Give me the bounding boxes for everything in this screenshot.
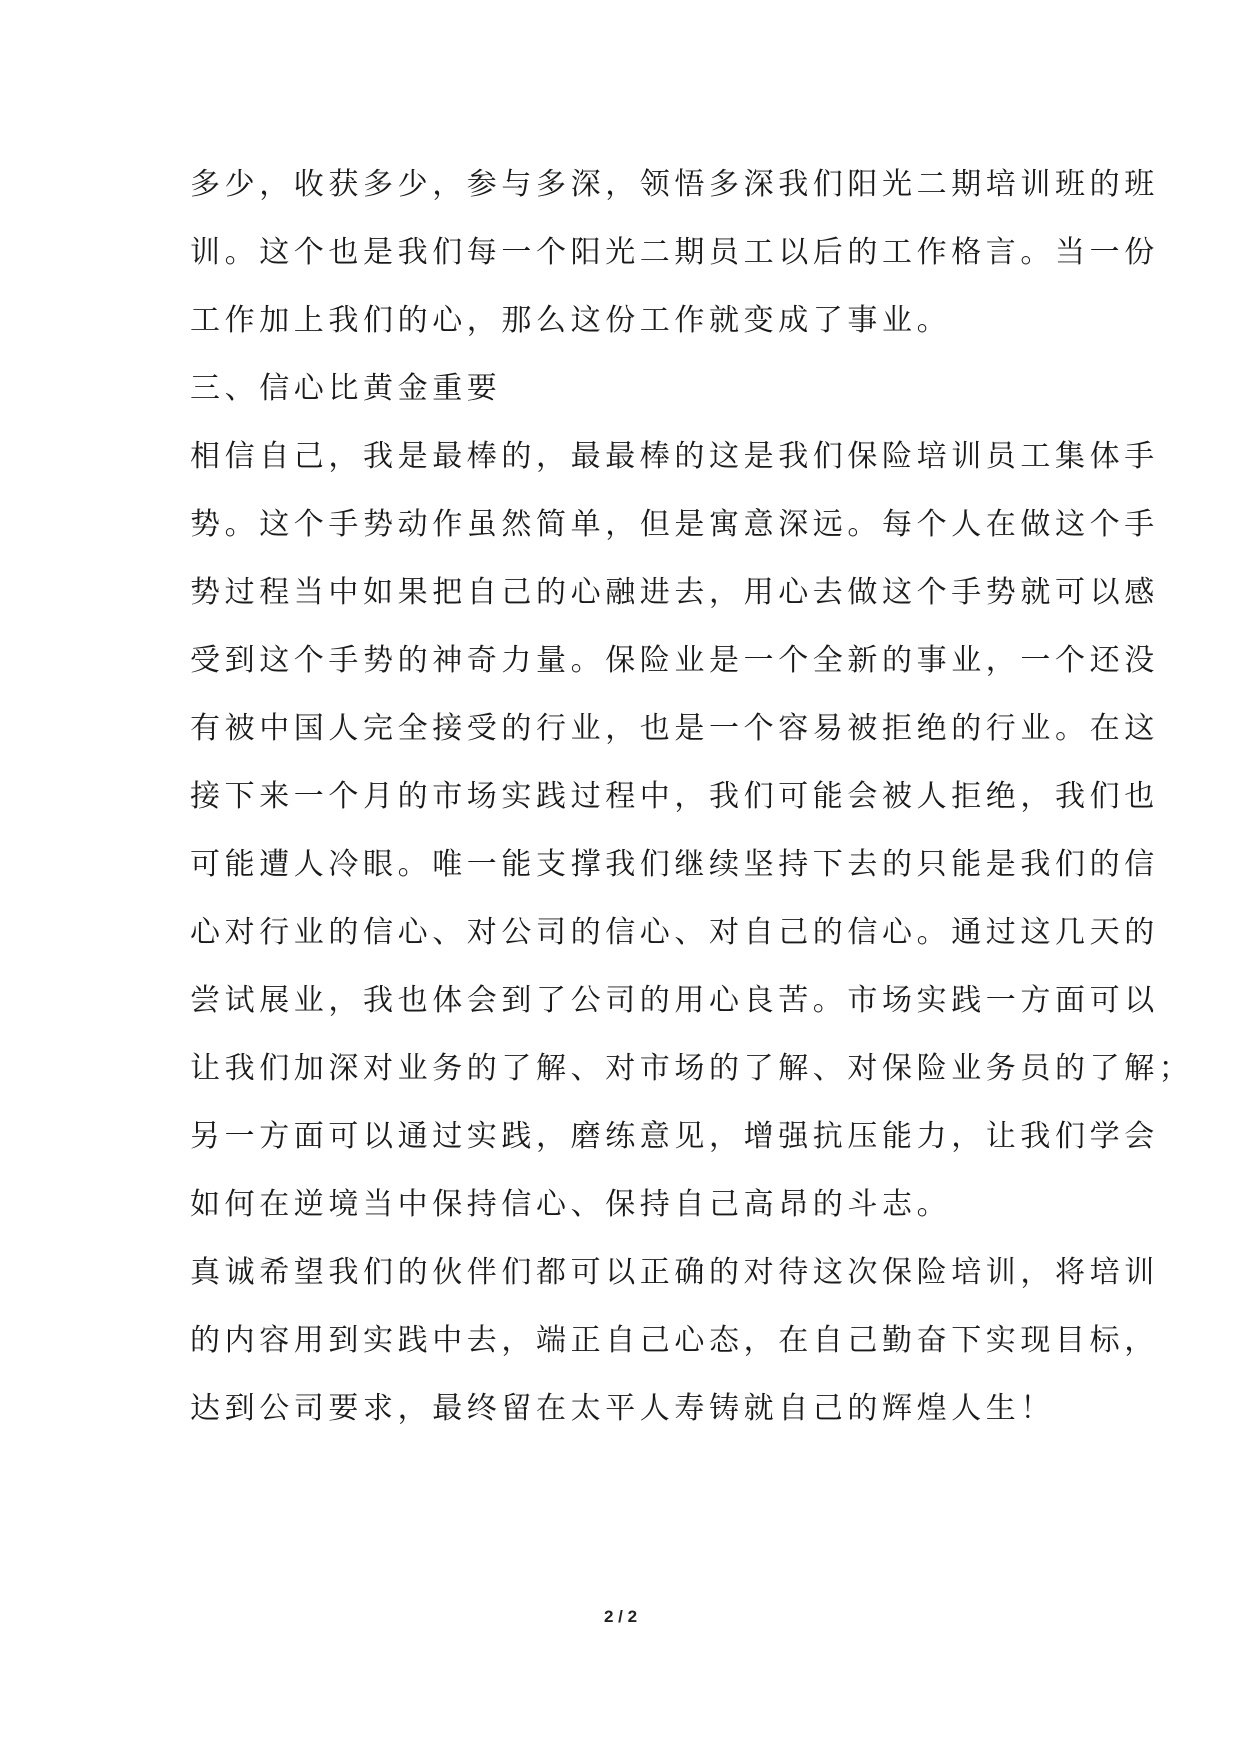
text-line: 尝试展业，我也体会到了公司的用心良苦。市场实践一方面可以 [190, 983, 1159, 1018]
text-line: 的内容用到实践中去，端正自己心态，在自己勤奋下实现目标， [190, 1323, 1159, 1358]
text-line: 真诚希望我们的伙伴们都可以正确的对待这次保险培训，将培训 [190, 1255, 1159, 1290]
text-line: 让我们加深对业务的了解、对市场的了解、对保险业务员的了解； [190, 1051, 1194, 1086]
text-line: 训。这个也是我们每一个阳光二期员工以后的工作格言。当一份 [190, 235, 1159, 270]
text-line: 有被中国人完全接受的行业，也是一个容易被拒绝的行业。在这 [190, 711, 1159, 746]
text-line: 多少，收获多少，参与多深，领悟多深我们阳光二期培训班的班 [190, 167, 1159, 202]
text-line: 如何在逆境当中保持信心、保持自己高昂的斗志。 [190, 1187, 952, 1222]
text-line: 势。这个手势动作虽然简单，但是寓意深远。每个人在做这个手 [190, 507, 1159, 542]
text-line: 势过程当中如果把自己的心融进去，用心去做这个手势就可以感 [190, 575, 1159, 610]
text-line: 工作加上我们的心，那么这份工作就变成了事业。 [190, 303, 952, 338]
section-heading: 三、信心比黄金重要 [190, 371, 502, 406]
page-number: 2 / 2 [603, 1607, 638, 1626]
text-line: 接下来一个月的市场实践过程中，我们可能会被人拒绝，我们也 [190, 779, 1159, 814]
text-line: 相信自己，我是最棒的，最最棒的这是我们保险培训员工集体手 [190, 439, 1159, 474]
text-line: 受到这个手势的神奇力量。保险业是一个全新的事业，一个还没 [190, 643, 1159, 678]
text-line: 达到公司要求，最终留在太平人寿铸就自己的辉煌人生！ [190, 1391, 1055, 1426]
body-text [190, 163, 1194, 1455]
text-line: 另一方面可以通过实践，磨练意见，增强抗压能力，让我们学会 [190, 1119, 1159, 1154]
text-line: 可能遭人冷眼。唯一能支撑我们继续坚持下去的只能是我们的信 [190, 847, 1159, 882]
text-line: 心对行业的信心、对公司的信心、对自己的信心。通过这几天的 [190, 915, 1159, 950]
